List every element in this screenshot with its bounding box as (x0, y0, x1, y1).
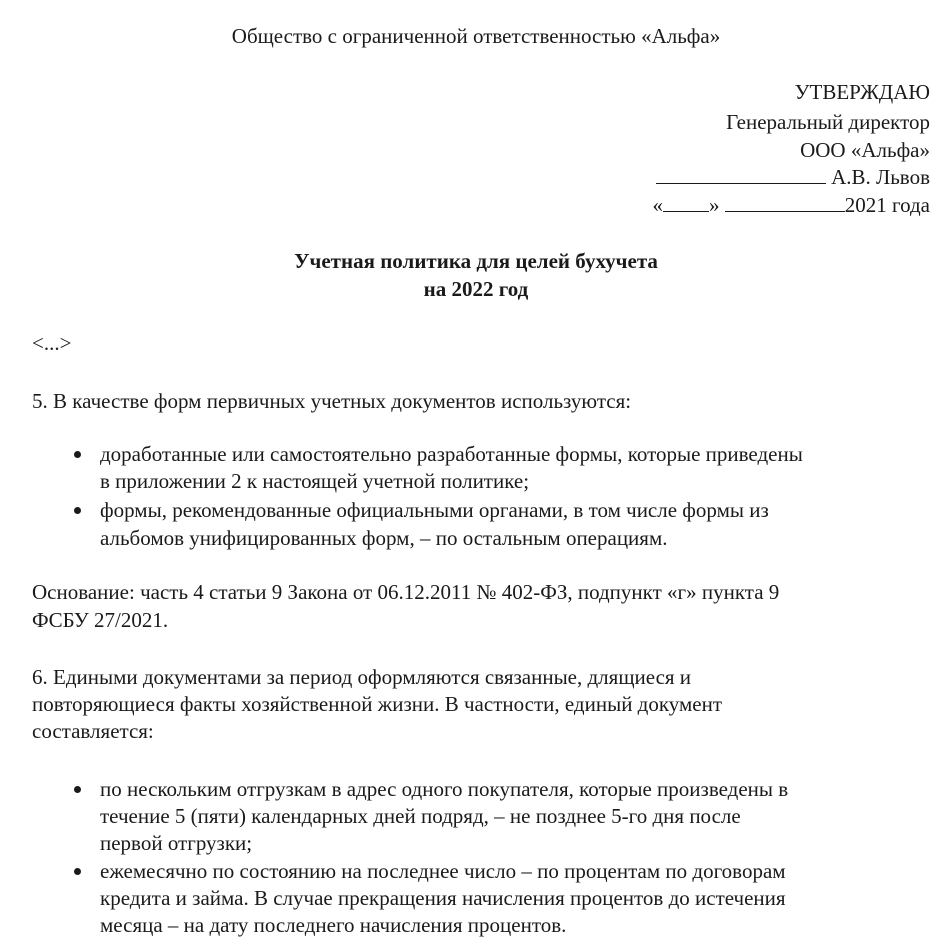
section-5-item-1-line-1: доработанные или самостоятельно разработанные формы, которые приведены (100, 442, 803, 466)
section-5-item-2-line-2: альбомов унифицированных форм, – по остальным операциям. (100, 526, 668, 550)
section-5-item-1-line-2: в приложении 2 к настоящей учетной политике; (100, 469, 530, 493)
section-6-line-3: составляется: (32, 719, 154, 743)
basis-line-1: Основание: часть 4 статьи 9 Закона от 06.12.2011 № 402-ФЗ, подпункт «г» пункта 9 (32, 580, 780, 604)
org-name: Общество с ограниченной ответственностью «Альфа» (231, 24, 721, 48)
approval-date-line (653, 191, 931, 219)
section-6-line-1: 6. Едиными документами за период оформляются связанные, длящиеся и (32, 665, 692, 689)
document-subtitle: на 2022 год (423, 277, 529, 301)
day-blank (663, 191, 709, 212)
date-year: 2021 года (844, 193, 930, 217)
basis-line-2: ФСБУ 27/2021. (32, 608, 169, 632)
section-6-item-1-line-1: по нескольким отгрузкам в адрес одного покупателя, которые произведены в (100, 777, 789, 801)
section-6-item-2-line-3: месяца – на дату последнего начисления процентов. (100, 913, 567, 937)
section-6-item-2-line-1: ежемесячно по состоянию на последнее число – по процентам по договорам (100, 859, 786, 883)
section-6-item-2-line-2: кредита и займа. В случае прекращения начисления процентов до истечения (100, 886, 786, 910)
bullet-icon (74, 451, 81, 458)
date-quote-close: » (709, 193, 720, 217)
month-blank (725, 191, 845, 212)
bullet-icon (74, 868, 81, 875)
signature-blank (656, 163, 826, 184)
bullet-icon (74, 507, 81, 514)
signature-line (656, 163, 930, 191)
director-position: Генеральный директор (726, 110, 930, 134)
signer-name: А.В. Львов (831, 165, 930, 189)
section-5-item-2-line-1: формы, рекомендованные официальными органами, в том числе формы из (100, 498, 769, 522)
date-quote-open: « (652, 193, 663, 217)
omission-mark: <...> (32, 331, 72, 355)
bullet-icon (74, 786, 81, 793)
section-6-line-2: повторяющиеся факты хозяйственной жизни. В частности, единый документ (32, 692, 723, 716)
document-title: Учетная политика для целей бухучета (294, 249, 658, 273)
section-5-heading: 5. В качестве форм первичных учетных документов используются: (32, 389, 632, 413)
approve-label: УТВЕРЖДАЮ (794, 80, 930, 104)
company-name: ООО «Альфа» (800, 138, 930, 162)
section-6-item-1-line-3: первой отгрузки; (100, 831, 253, 855)
section-6-item-1-line-2: течение 5 (пяти) календарных дней подряд, – не позднее 5-го дня после (100, 804, 741, 828)
